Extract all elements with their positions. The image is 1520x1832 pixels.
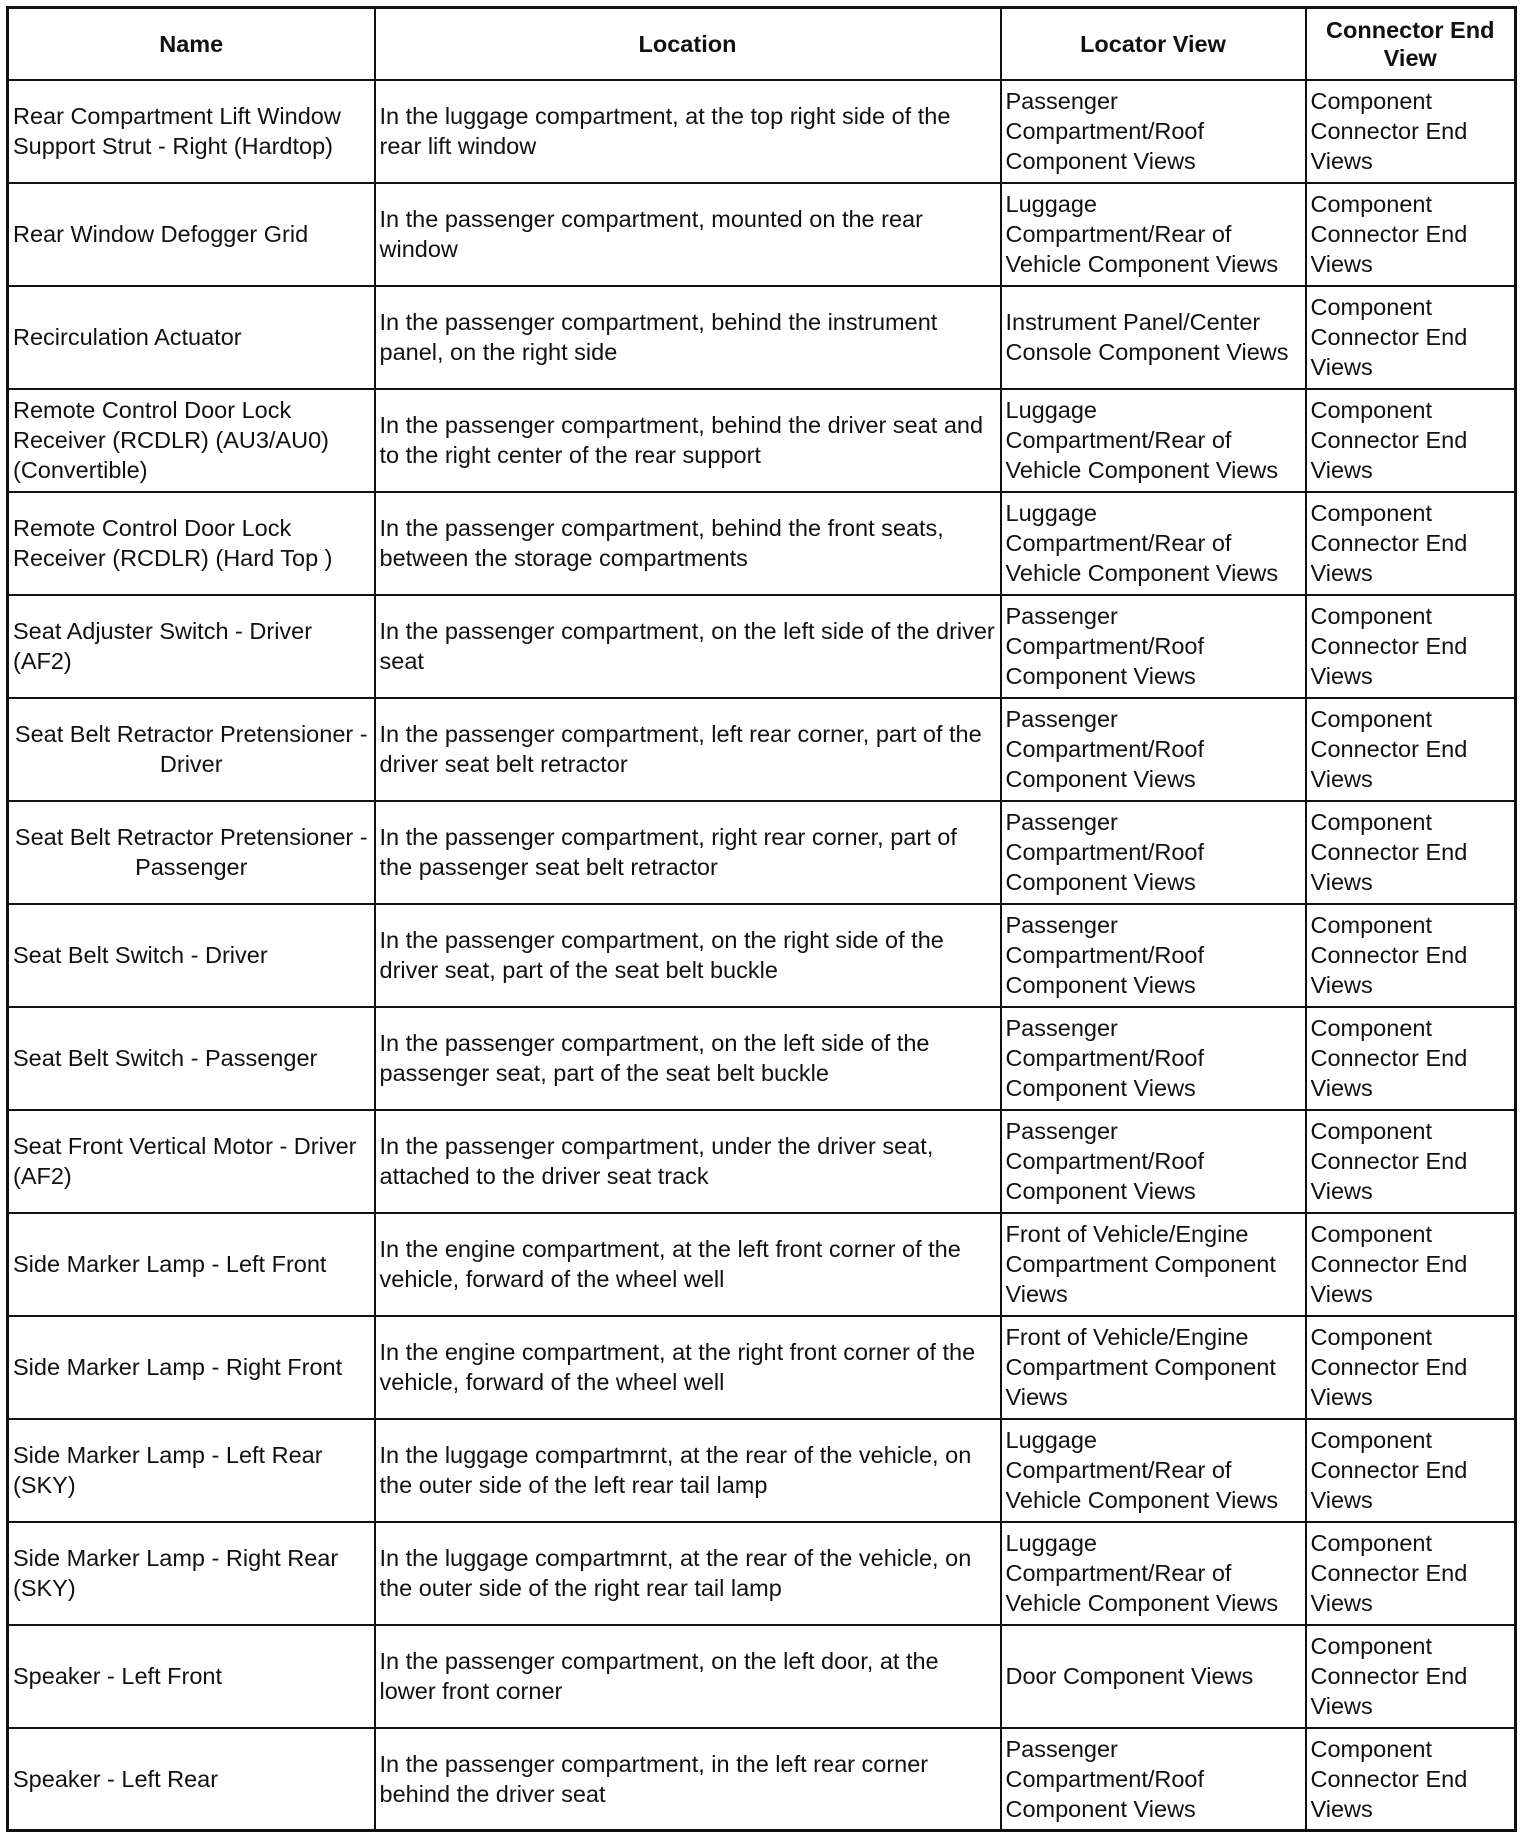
cell-name: Rear Compartment Lift Window Support Strut - Right (Hardtop) xyxy=(8,80,375,183)
cell-connector-end-view: Component Connector End Views xyxy=(1306,1419,1516,1522)
cell-location: In the passenger compartment, on the left side of the driver seat xyxy=(375,595,1001,698)
cell-location: In the luggage compartmrnt, at the rear of the vehicle, on the outer side of the right rear tail lamp xyxy=(375,1522,1001,1625)
table-row xyxy=(8,1316,1516,1419)
cell-locator-view: Luggage Compartment/Rear of Vehicle Component Views xyxy=(1001,1419,1306,1522)
cell-connector-end-view: Component Connector End Views xyxy=(1306,80,1516,183)
cell-connector-end-view: Component Connector End Views xyxy=(1306,1625,1516,1728)
cell-connector-end-view: Component Connector End Views xyxy=(1306,1007,1516,1110)
cell-location: In the passenger compartment, on the left side of the passenger seat, part of the seat belt buckle xyxy=(375,1007,1001,1110)
table-row xyxy=(8,698,1516,801)
table-header xyxy=(8,8,1516,80)
cell-connector-end-view: Component Connector End Views xyxy=(1306,801,1516,904)
cell-locator-view: Passenger Compartment/Roof Component Views xyxy=(1001,1110,1306,1213)
cell-name: Seat Belt Switch - Passenger xyxy=(8,1007,375,1110)
cell-name: Seat Front Vertical Motor - Driver (AF2) xyxy=(8,1110,375,1213)
cell-connector-end-view: Component Connector End Views xyxy=(1306,595,1516,698)
table-row xyxy=(8,1522,1516,1625)
table-row xyxy=(8,1419,1516,1522)
table-row xyxy=(8,492,1516,595)
table-row xyxy=(8,1625,1516,1728)
cell-locator-view: Passenger Compartment/Roof Component Views xyxy=(1001,904,1306,1007)
cell-connector-end-view: Component Connector End Views xyxy=(1306,286,1516,389)
cell-location: In the passenger compartment, mounted on the rear window xyxy=(375,183,1001,286)
cell-connector-end-view: Component Connector End Views xyxy=(1306,1213,1516,1316)
cell-location: In the passenger compartment, behind the instrument panel, on the right side xyxy=(375,286,1001,389)
cell-name: Speaker - Left Front xyxy=(8,1625,375,1728)
cell-name: Seat Adjuster Switch - Driver (AF2) xyxy=(8,595,375,698)
cell-name: Side Marker Lamp - Left Front xyxy=(8,1213,375,1316)
header-location: Location xyxy=(375,8,1001,80)
cell-connector-end-view: Component Connector End Views xyxy=(1306,904,1516,1007)
cell-connector-end-view: Component Connector End Views xyxy=(1306,1110,1516,1213)
cell-name: Seat Belt Retractor Pretensioner - Passenger xyxy=(8,801,375,904)
cell-location: In the engine compartment, at the left front corner of the vehicle, forward of the wheel well xyxy=(375,1213,1001,1316)
table-row xyxy=(8,1007,1516,1110)
cell-location: In the passenger compartment, on the right side of the driver seat, part of the seat belt buckle xyxy=(375,904,1001,1007)
cell-locator-view: Passenger Compartment/Roof Component Views xyxy=(1001,801,1306,904)
cell-location: In the passenger compartment, on the left door, at the lower front corner xyxy=(375,1625,1001,1728)
table-row xyxy=(8,595,1516,698)
header-locator-view: Locator View xyxy=(1001,8,1306,80)
table-row xyxy=(8,801,1516,904)
cell-name: Recirculation Actuator xyxy=(8,286,375,389)
cell-name: Rear Window Defogger Grid xyxy=(8,183,375,286)
cell-connector-end-view: Component Connector End Views xyxy=(1306,389,1516,492)
cell-name: Seat Belt Switch - Driver xyxy=(8,904,375,1007)
table-row xyxy=(8,1110,1516,1213)
cell-locator-view: Front of Vehicle/Engine Compartment Component Views xyxy=(1001,1213,1306,1316)
cell-locator-view: Front of Vehicle/Engine Compartment Component Views xyxy=(1001,1316,1306,1419)
cell-location: In the luggage compartment, at the top right side of the rear lift window xyxy=(375,80,1001,183)
cell-name: Speaker - Left Rear xyxy=(8,1728,375,1831)
cell-locator-view: Passenger Compartment/Roof Component Views xyxy=(1001,1007,1306,1110)
cell-locator-view: Passenger Compartment/Roof Component Views xyxy=(1001,1728,1306,1831)
cell-connector-end-view: Component Connector End Views xyxy=(1306,492,1516,595)
cell-name: Side Marker Lamp - Right Rear (SKY) xyxy=(8,1522,375,1625)
table-row xyxy=(8,286,1516,389)
cell-location: In the passenger compartment, right rear corner, part of the passenger seat belt retractor xyxy=(375,801,1001,904)
cell-location: In the engine compartment, at the right front corner of the vehicle, forward of the wheel well xyxy=(375,1316,1001,1419)
cell-name: Remote Control Door Lock Receiver (RCDLR) (Hard Top ) xyxy=(8,492,375,595)
cell-locator-view: Passenger Compartment/Roof Component Views xyxy=(1001,698,1306,801)
cell-location: In the passenger compartment, behind the front seats, between the storage compartments xyxy=(375,492,1001,595)
cell-name: Seat Belt Retractor Pretensioner - Driver xyxy=(8,698,375,801)
cell-locator-view: Door Component Views xyxy=(1001,1625,1306,1728)
table-row xyxy=(8,389,1516,492)
cell-locator-view: Luggage Compartment/Rear of Vehicle Component Views xyxy=(1001,1522,1306,1625)
table-row xyxy=(8,80,1516,183)
header-row xyxy=(8,8,1516,80)
table-row xyxy=(8,904,1516,1007)
component-locator-table xyxy=(6,6,1517,1832)
header-connector-end-view: Connector End View xyxy=(1306,8,1516,80)
cell-location: In the passenger compartment, behind the driver seat and to the right center of the rear support xyxy=(375,389,1001,492)
cell-name: Remote Control Door Lock Receiver (RCDLR) (AU3/AU0) (Convertible) xyxy=(8,389,375,492)
header-name: Name xyxy=(8,8,375,80)
table-row xyxy=(8,183,1516,286)
cell-locator-view: Luggage Compartment/Rear of Vehicle Component Views xyxy=(1001,183,1306,286)
cell-location: In the passenger compartment, left rear corner, part of the driver seat belt retractor xyxy=(375,698,1001,801)
cell-location: In the passenger compartment, in the left rear corner behind the driver seat xyxy=(375,1728,1001,1831)
cell-locator-view: Instrument Panel/Center Console Component Views xyxy=(1001,286,1306,389)
table-row xyxy=(8,1728,1516,1831)
cell-location: In the luggage compartmrnt, at the rear of the vehicle, on the outer side of the left rear tail lamp xyxy=(375,1419,1001,1522)
cell-connector-end-view: Component Connector End Views xyxy=(1306,1316,1516,1419)
cell-connector-end-view: Component Connector End Views xyxy=(1306,1728,1516,1831)
cell-location: In the passenger compartment, under the driver seat, attached to the driver seat track xyxy=(375,1110,1001,1213)
cell-locator-view: Luggage Compartment/Rear of Vehicle Component Views xyxy=(1001,389,1306,492)
table-body xyxy=(8,80,1516,1831)
table-row xyxy=(8,1213,1516,1316)
cell-locator-view: Luggage Compartment/Rear of Vehicle Component Views xyxy=(1001,492,1306,595)
cell-connector-end-view: Component Connector End Views xyxy=(1306,1522,1516,1625)
cell-locator-view: Passenger Compartment/Roof Component Views xyxy=(1001,80,1306,183)
cell-name: Side Marker Lamp - Left Rear (SKY) xyxy=(8,1419,375,1522)
cell-connector-end-view: Component Connector End Views xyxy=(1306,698,1516,801)
cell-locator-view: Passenger Compartment/Roof Component Views xyxy=(1001,595,1306,698)
cell-name: Side Marker Lamp - Right Front xyxy=(8,1316,375,1419)
cell-connector-end-view: Component Connector End Views xyxy=(1306,183,1516,286)
